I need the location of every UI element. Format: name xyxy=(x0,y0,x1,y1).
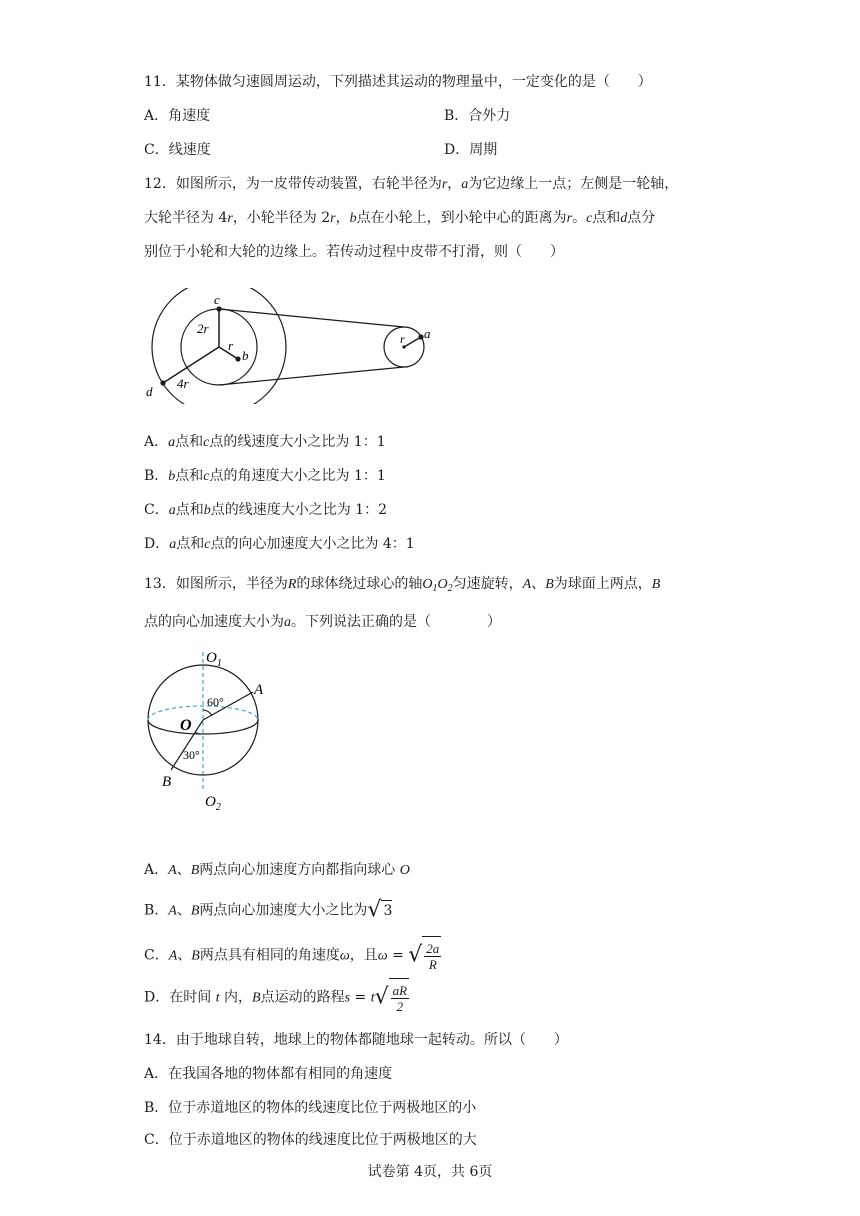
radius-4r xyxy=(163,347,219,383)
label-b-point: B xyxy=(162,774,172,790)
label-o2: $O_2$ xyxy=(205,794,221,813)
point-d xyxy=(160,380,165,385)
label-a: a xyxy=(424,326,431,341)
label-a-point: A xyxy=(254,682,264,698)
q11-option-d: D．周期 xyxy=(444,142,498,158)
q11-option-c: C．线速度 xyxy=(144,142,211,158)
q12-stem-line1: 12．如图所示，为一皮带传动装置，右轮半径为r，a为它边缘上一点；左侧是一轮轴， xyxy=(144,176,679,192)
label-r-a: r xyxy=(400,332,405,346)
label-d: d xyxy=(146,384,153,399)
q14-option-a: A．在我国各地的物体都有相同的角速度 xyxy=(144,1066,393,1082)
q12-option-b: B．b点和c点的角速度大小之比为 1：1 xyxy=(144,468,386,484)
q12-stem-line3: 别位于小轮和大轮的边缘上。若传动过程中皮带不打滑，则（ ） xyxy=(144,244,564,260)
q14-stem: 14．由于地球自转，地球上的物体都随地球一起转动。所以（ ） xyxy=(144,1032,568,1048)
q13-option-b: B．A、B两点向心加速度大小之比为√ 3 xyxy=(144,897,393,923)
label-c: c xyxy=(214,292,220,307)
q12-stem-line2: 大轮半径为 4r，小轮半径为 2r，b点在小轮上，到小轮中心的距离为r。c点和d点分 xyxy=(144,210,656,226)
sphere-figure xyxy=(140,646,290,814)
belt-top xyxy=(219,309,404,327)
q11-option-a: A．角速度 xyxy=(144,108,211,124)
label-r-b: r xyxy=(228,338,234,353)
point-c xyxy=(216,306,221,311)
q12-option-a: A．a点和c点的线速度大小之比为 1：1 xyxy=(144,434,386,450)
belt-drive-figure xyxy=(140,288,440,404)
label-2r: 2r xyxy=(197,321,209,336)
q13-option-c: C．A、B两点具有相同的角速度ω，且ω = √ $\frac{2a}{R}$ xyxy=(144,936,441,976)
label-60deg: 60° xyxy=(207,695,224,709)
q13-option-d: D．在时间 t 内，B点运动的路程s = t√ $\frac{aR}{2}$ xyxy=(144,978,409,1018)
q13-option-a: A．A、B两点向心加速度方向都指向球心 O xyxy=(144,862,410,878)
label-b: b xyxy=(242,348,249,363)
radius-r-a xyxy=(404,337,421,347)
point-a xyxy=(418,334,423,339)
page-footer: 试卷第 4页，共 6页 xyxy=(367,1164,493,1180)
q13-stem-line1: 13．如图所示，半径为R的球体绕过球心的轴$O_1O_2$匀速旋转，A、B为球面上两点，B xyxy=(144,576,661,594)
label-30deg: 30° xyxy=(183,748,200,762)
label-4r: 4r xyxy=(177,376,189,391)
q12-option-c: C．a点和b点的线速度大小之比为 1：2 xyxy=(144,502,387,518)
q14-option-b: B．位于赤道地区的物体的线速度比位于两极地区的小 xyxy=(144,1100,477,1116)
belt-bottom xyxy=(219,367,404,385)
q11-stem: 11．某物体做匀速圆周运动，下列描述其运动的物理量中，一定变化的是（ ） xyxy=(144,74,652,90)
label-o-center: O xyxy=(180,717,192,734)
point-b xyxy=(235,356,240,361)
q12-option-d: D．a点和c点的向心加速度大小之比为 4：1 xyxy=(144,536,415,552)
q14-option-c: C．位于赤道地区的物体的线速度比位于两极地区的大 xyxy=(144,1132,477,1148)
label-o1: $O_1$ xyxy=(206,650,222,669)
q13-stem-line2: 点的向心加速度大小为a。下列说法正确的是（ ） xyxy=(144,614,501,630)
q11-option-b: B．合外力 xyxy=(444,108,511,124)
